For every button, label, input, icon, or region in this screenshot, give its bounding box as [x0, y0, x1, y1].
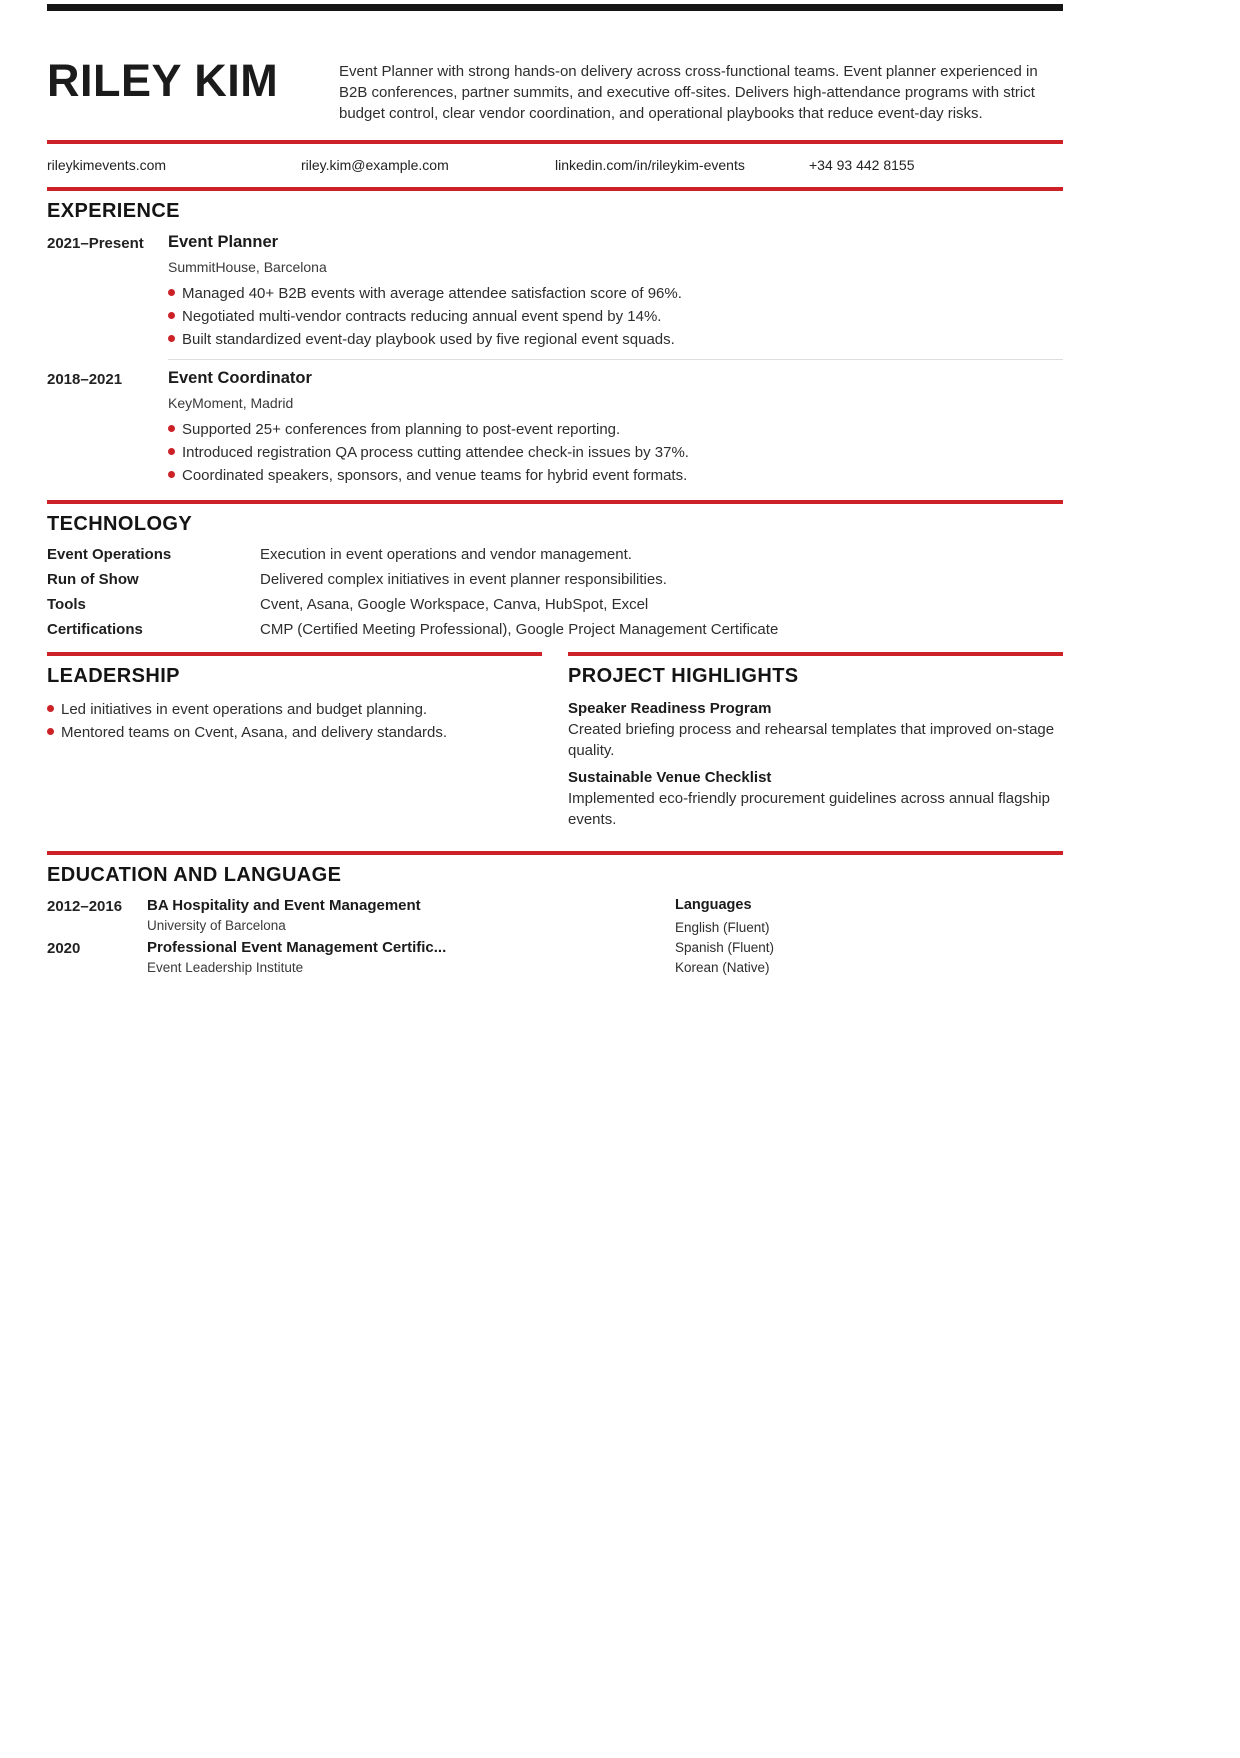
education-school: Event Leadership Institute [147, 960, 304, 975]
tech-row-label: Run of Show [47, 571, 139, 588]
tech-row-label: Certifications [47, 621, 143, 638]
languages-block [675, 897, 1063, 981]
bullet-dot-icon [168, 312, 175, 319]
phone-link[interactable]: +34 93 442 8155 [809, 157, 915, 173]
technology-table [47, 546, 1063, 638]
job-company: KeyMoment, Madrid [168, 395, 294, 411]
job-bullet [168, 464, 1063, 487]
language-item: Korean (Native) [675, 960, 770, 975]
job-company: SummitHouse, Barcelona [168, 259, 327, 275]
education-title: EDUCATION AND LANGUAGE [47, 864, 342, 886]
resume-page [47, 4, 1063, 981]
education-rule [47, 851, 1063, 855]
bullet-dot-icon [47, 705, 54, 712]
leadership-bullet-text: Led initiatives in event operations and budget planning. [61, 701, 428, 718]
job-dates: 2018–2021 [47, 371, 123, 388]
education-entries [47, 897, 675, 981]
bullet-dot-icon [168, 335, 175, 342]
project-description: Created briefing process and rehearsal templates that improved on-stage quality. [568, 721, 1055, 759]
project-item [568, 698, 1063, 761]
bullet-dot-icon [47, 728, 54, 735]
job-bullet-text: Introduced registration QA process cutting attendee check-in issues by 37%. [182, 444, 689, 461]
experience-rule [47, 187, 1063, 191]
job-bullet-text: Negotiated multi-vendor contracts reducing annual event spend by 14%. [182, 308, 662, 325]
job-bullet-text: Built standardized event-day playbook used by five regional event squads. [182, 331, 675, 348]
project-item [568, 767, 1063, 830]
project-name: Sustainable Venue Checklist [568, 769, 772, 786]
language-item: Spanish (Fluent) [675, 940, 775, 955]
bullet-dot-icon [168, 425, 175, 432]
experience-title: EXPERIENCE [47, 200, 180, 222]
job-details [168, 233, 1063, 351]
two-column-section [47, 652, 1063, 836]
leadership-bullets [47, 698, 542, 744]
leadership-bullet [47, 698, 542, 721]
email-link[interactable]: riley.kim@example.com [301, 157, 449, 173]
website-link[interactable]: rileykimevents.com [47, 157, 167, 173]
tech-row-value: Execution in event operations and vendor management. [260, 546, 632, 563]
job-role: Event Planner [168, 233, 279, 251]
bullet-dot-icon [168, 471, 175, 478]
leadership-bullet [47, 721, 542, 744]
job-entry [47, 233, 1063, 351]
bullet-dot-icon [168, 289, 175, 296]
education-degree: Professional Event Management Certific... [147, 939, 447, 956]
person-name: RILEY KIM [47, 55, 279, 106]
job-bullet [168, 282, 1063, 305]
technology-rule [47, 500, 1063, 504]
profile-summary: Event Planner with strong hands-on delivery across cross-functional teams. Event planner experienced in B2B conferences, partner summits, and executive off-sites. Delivers high-attendance programs with strict budget control, clear vendor coordination, and operational playbooks that reduce event-day risks. [339, 63, 1038, 122]
bullet-dot-icon [168, 448, 175, 455]
contact-row [47, 144, 1063, 187]
language-item: English (Fluent) [675, 920, 770, 935]
education-dates: 2012–2016 [47, 898, 123, 915]
education-school: University of Barcelona [147, 918, 286, 933]
tech-row-label: Event Operations [47, 546, 172, 563]
leadership-column [47, 652, 542, 836]
leadership-rule [47, 652, 542, 656]
leadership-bullet-text: Mentored teams on Cvent, Asana, and delivery standards. [61, 724, 448, 741]
education-section [47, 897, 1063, 981]
job-bullet-text: Supported 25+ conferences from planning to post-event reporting. [182, 421, 621, 438]
job-bullet [168, 418, 1063, 441]
tech-row-value: Cvent, Asana, Google Workspace, Canva, HubSpot, Excel [260, 596, 649, 613]
job-bullet [168, 328, 1063, 351]
top-black-bar [47, 4, 1063, 11]
job-bullet-text: Managed 40+ B2B events with average attendee satisfaction score of 96%. [182, 285, 682, 302]
education-entry [47, 897, 675, 933]
job-details [168, 369, 1063, 487]
education-degree: BA Hospitality and Event Management [147, 897, 421, 914]
job-bullet [168, 305, 1063, 328]
header [47, 52, 1063, 124]
projects-title: PROJECT HIGHLIGHTS [568, 665, 799, 687]
project-name: Speaker Readiness Program [568, 700, 772, 717]
job-divider [168, 359, 1063, 360]
job-role: Event Coordinator [168, 369, 312, 387]
name-block [47, 52, 339, 124]
linkedin-link[interactable]: linkedin.com/in/rileykim-events [555, 157, 745, 173]
projects-column [568, 652, 1063, 836]
job-dates: 2021–Present [47, 235, 144, 252]
education-detail [147, 897, 675, 933]
project-description: Implemented eco-friendly procurement guidelines across annual flagship events. [568, 790, 1050, 828]
tech-row-value: CMP (Certified Meeting Professional), Google Project Management Certificate [260, 621, 779, 638]
job-bullet-text: Coordinated speakers, sponsors, and venue teams for hybrid event formats. [182, 467, 688, 484]
leadership-title: LEADERSHIP [47, 665, 180, 687]
languages-title: Languages [675, 897, 752, 913]
job-entry [47, 369, 1063, 487]
education-detail [147, 939, 675, 975]
job-bullet [168, 441, 1063, 464]
education-dates: 2020 [47, 940, 81, 957]
tech-row-label: Tools [47, 596, 86, 613]
projects-rule [568, 652, 1063, 656]
education-entry [47, 939, 675, 975]
tech-row-value: Delivered complex initiatives in event planner responsibilities. [260, 571, 667, 588]
technology-title: TECHNOLOGY [47, 513, 193, 535]
